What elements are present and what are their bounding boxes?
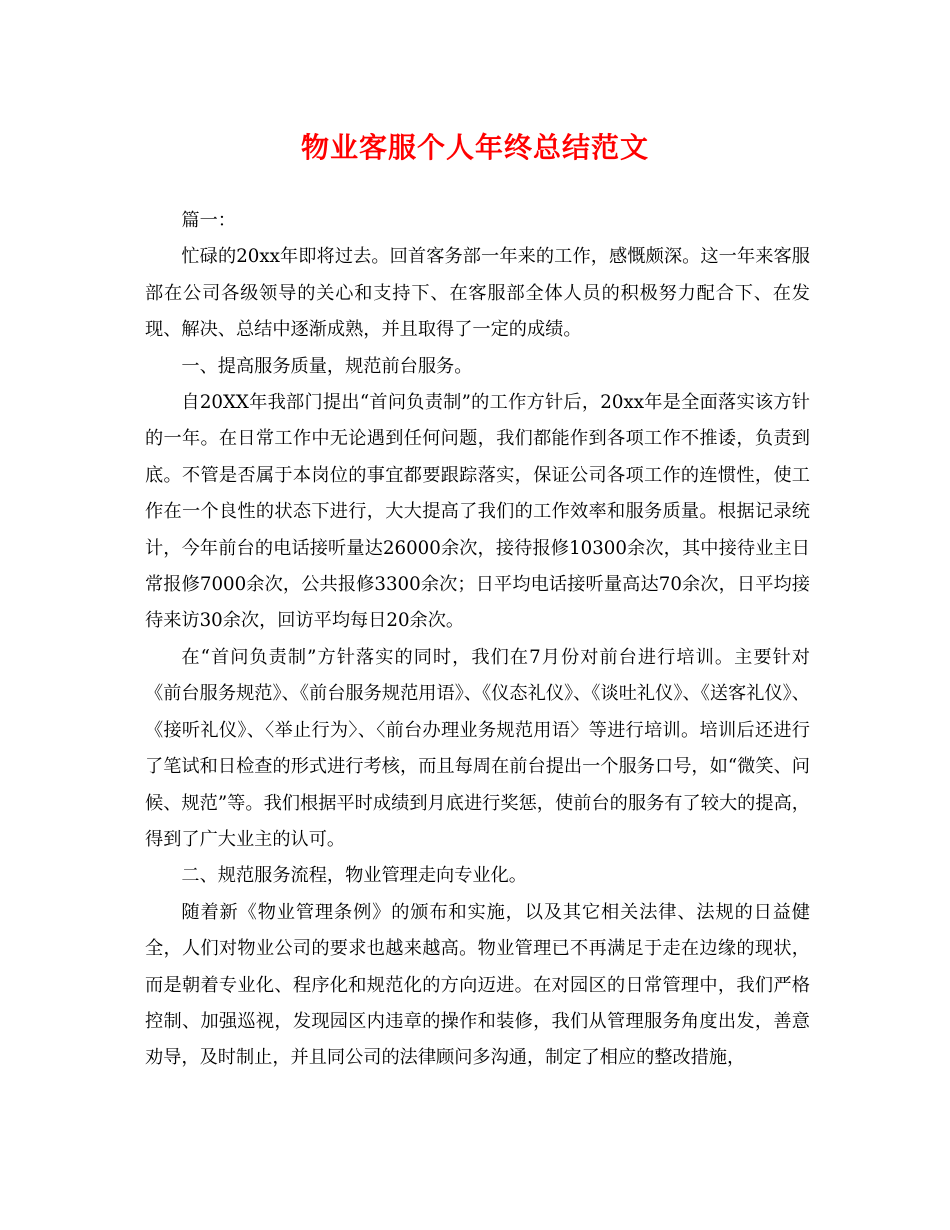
- document-body: [145, 203, 810, 1077]
- paragraph-intro: 忙碌的20xx年即将过去。回首客务部一年来的工作，感慨颇深。这一年来客服部在公司各级领导的关心和支持下、在客服部全体人员的积极努力配合下、在发现、解决、总结中逐渐成熟，并且取得了一定的成绩。: [145, 246, 810, 341]
- heading-section-one: 一、提高服务质量，规范前台服务。: [181, 355, 473, 377]
- paragraph-section-label: 篇一：: [181, 210, 236, 231]
- paragraph-training: 在“首问负责制”方针落实的同时，我们在7月份对前台进行培训。主要针对《前台服务规范》、《前台服务规范用语》、《仪态礼仪》、《谈吐礼仪》、《送客礼仪》、《接听礼仪》、〈举止行为〉、〈前台办理业务规范用语〉等进行培训。培训后还进行了笔试和日检查的形式进行考核，而且每周在前台提出一个服务口号，如“微笑、问候、规范”等。我们根据平时成绩到月底进行奖惩，使前台的服务有了较大的提高，得到了广大业主的认可。: [145, 646, 810, 850]
- heading-section-two: 二、规范服务流程，物业管理走向专业化。: [181, 865, 527, 887]
- paragraph-regulations: 随着新《物业管理条例》的颁布和实施，以及其它相关法律、法规的日益健全，人们对物业公司的要求也越来越高。物业管理已不再满足于走在边缘的现状，而是朝着专业化、程序化和规范化的方向迈进。在对园区的日常管理中，我们严格控制、加强巡视，发现园区内违章的操作和装修，我们从管理服务角度出发，善意劝导，及时制止，并且同公司的法律顾问多沟通，制定了相应的整改措施，: [145, 901, 810, 1069]
- paragraph-first-question: 自20XX年我部门提出“首问负责制”的工作方针后，20xx年是全面落实该方针的一年。在日常工作中无论遇到任何问题，我们都能作到各项工作不推诿，负责到底。不管是否属于本岗位的事宜都要跟踪落实，保证公司各项工作的连惯性，使工作在一个良性的状态下进行，大大提高了我们的工作效率和服务质量。根据记录统计，今年前台的电话接听量达26000余次，接待报修10300余次，其中接待业主日常报修7000余次，公共报修3300余次；日平均电话接听量高达70余次，日平均接待来访30余次，回访平均每日20余次。: [145, 392, 810, 632]
- document-title: 物业客服个人年终总结范文: [300, 131, 649, 164]
